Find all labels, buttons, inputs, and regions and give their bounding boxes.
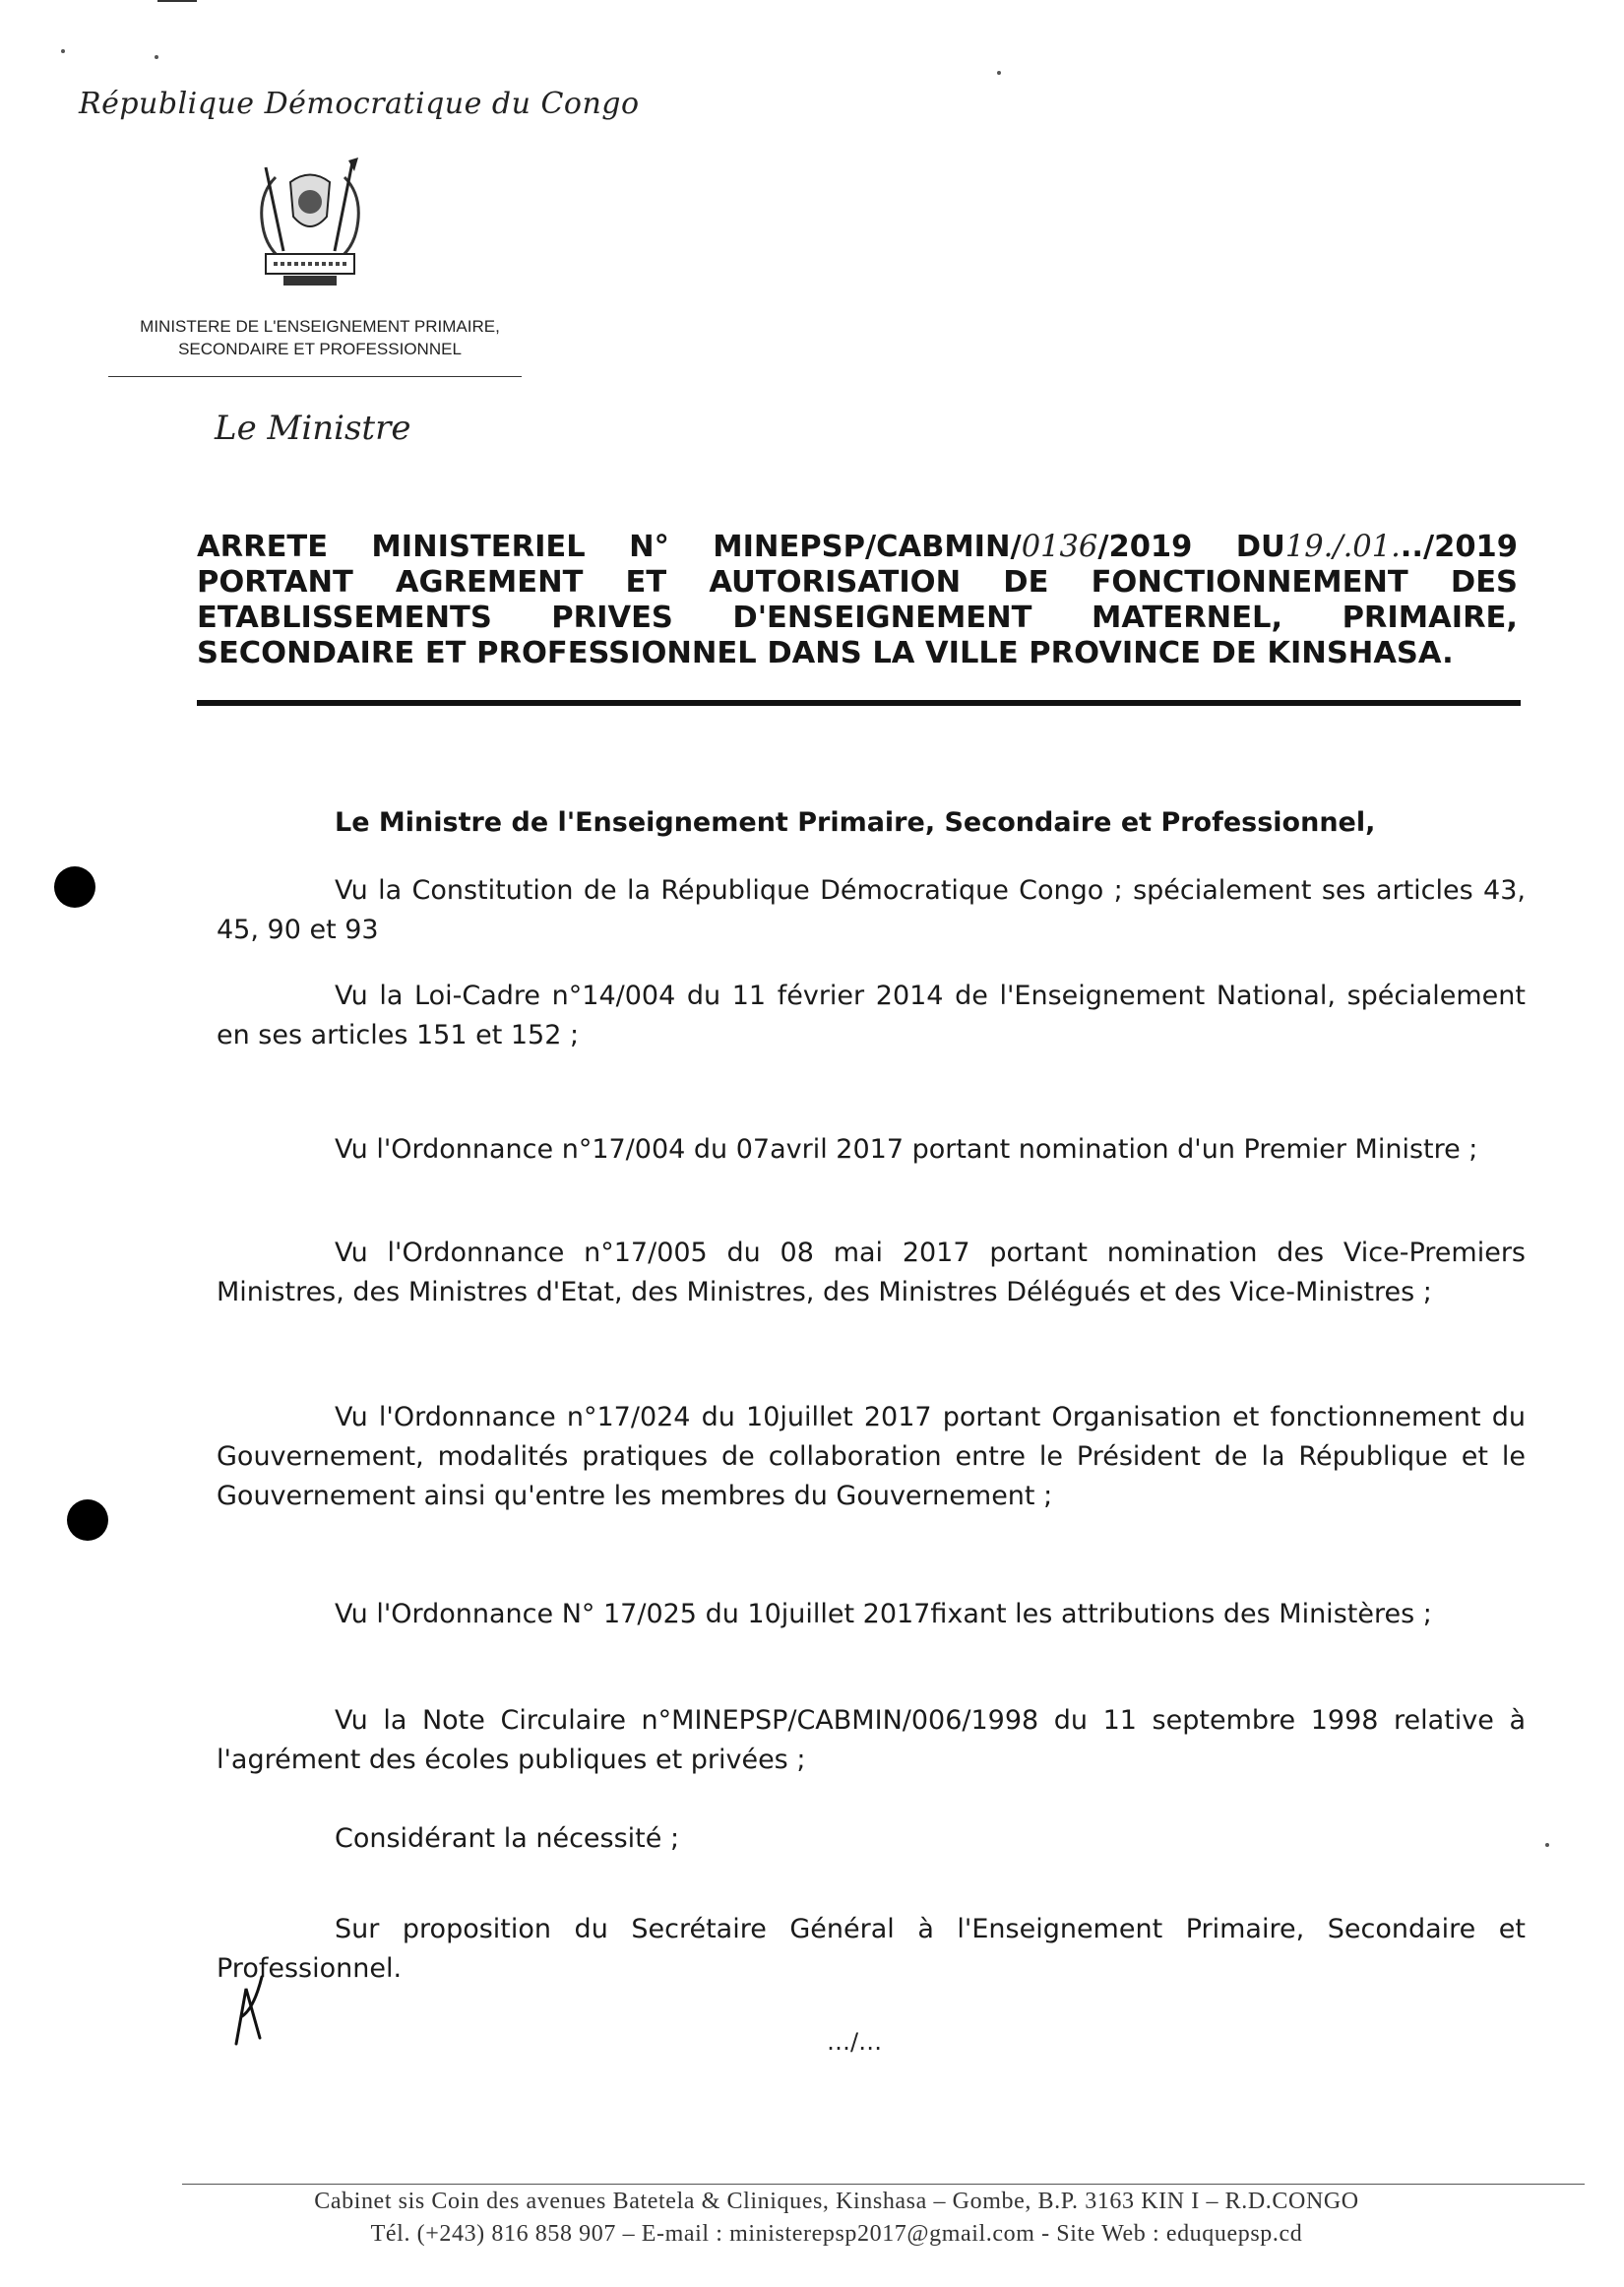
title-reference [713, 530, 1192, 565]
handwritten-initial [228, 1969, 268, 2048]
title-word: PORTANT [197, 565, 353, 600]
recital-text: Sur proposition du Secrétaire Général à l'Enseignement Primaire, Secondaire et Professionnel. [217, 1914, 1526, 1984]
title-line-3 [197, 601, 1518, 636]
recital-text: Vu l'Ordonnance n°17/004 du 07avril 2017 portant nomination d'un Premier Ministre ; [335, 1134, 1478, 1165]
minister-title: Le Ministre [215, 409, 411, 448]
scan-speck [61, 49, 65, 53]
title-word: PRIMAIRE, [1342, 601, 1518, 635]
recital-text: Vu l'Ordonnance n°17/005 du 08 mai 2017 portant nomination des Vice-Premiers Ministres, des Ministres d'Etat, des Ministres, des Ministres Délégués et des Vice-Ministres ; [217, 1238, 1526, 1307]
recital-paragraph [217, 1819, 1526, 1859]
title-underline [197, 700, 1521, 706]
title-date-prefix: DU [1235, 530, 1285, 564]
title-word: DES [1450, 565, 1518, 600]
title-line-4: SECONDAIRE ET PROFESSIONNEL DANS LA VILLE PROVINCE DE KINSHASA. [197, 636, 1454, 670]
recital-text: Considérant la nécessité ; [335, 1823, 680, 1854]
decree-date-handwritten: 19./.01. [1284, 530, 1401, 564]
title-word: PRIVES [551, 601, 673, 635]
title-word: ET [625, 565, 667, 600]
punch-hole [54, 866, 95, 908]
preamble: Le Ministre de l'Enseignement Primaire, Secondaire et Professionnel, [335, 807, 1376, 838]
title-date [1236, 530, 1518, 565]
recital-text: Vu la Constitution de la République Démocratique Congo ; spécialement ses articles 43, 45, 90 et 93 [217, 875, 1526, 945]
title-word: AUTORISATION [709, 565, 962, 600]
recital-paragraph [217, 1595, 1526, 1634]
title-word: MINISTERIEL [371, 530, 586, 564]
title-word: D'ENSEIGNEMENT [732, 601, 1032, 635]
title-word: MATERNEL, [1091, 601, 1283, 635]
recital-paragraph [217, 871, 1526, 950]
footer-address: Cabinet sis Coin des avenues Batetela & Cliniques, Kinshasa – Gombe, B.P. 3163 KIN I – R.D.CONGO [314, 2189, 1359, 2214]
decree-title [197, 530, 1518, 671]
recital-paragraph [217, 1234, 1526, 1312]
recital-text: Vu la Loi-Cadre n°14/004 du 11 février 2014 de l'Enseignement National, spécialement en ses articles 151 et 152 ; [217, 981, 1526, 1050]
recital-text: Vu l'Ordonnance n°17/024 du 10juillet 2017 portant Organisation et fonctionnement du Gouvernement, modalités pratiques de collaboration entre le Président de la République et le Gouvernement ainsi qu'entre les membres du Gouvernement ; [217, 1402, 1526, 1511]
title-line-2 [197, 565, 1518, 601]
ministry-name [89, 315, 551, 360]
title-line-1 [197, 530, 1518, 565]
title-reference-year: /2019 [1097, 530, 1193, 564]
title-word: ARRETE [197, 530, 329, 564]
scan-speck [1545, 1843, 1549, 1847]
footer-contact: Tél. (+243) 816 858 907 – E-mail : ministerepsp2017@gmail.com - Site Web : eduquepsp.cd [370, 2221, 1303, 2247]
recital-paragraph [217, 1130, 1526, 1170]
republic-name: République Démocratique du Congo [79, 87, 640, 121]
scan-mark [157, 0, 197, 2]
footer-divider [182, 2184, 1585, 2185]
coat-of-arms-emblem [236, 158, 384, 290]
recital-paragraph [217, 1701, 1526, 1780]
title-reference-prefix: MINEPSP/CABMIN/ [713, 530, 1022, 564]
scan-speck [155, 55, 158, 59]
header-divider [108, 376, 522, 377]
title-word: DE [1003, 565, 1049, 600]
title-word: ETABLISSEMENTS [197, 601, 492, 635]
ministry-line-1: MINISTERE DE L'ENSEIGNEMENT PRIMAIRE, [140, 317, 500, 336]
title-word: N° [629, 530, 669, 564]
ministry-line-2: SECONDAIRE ET PROFESSIONNEL [178, 340, 462, 358]
recital-paragraph [217, 1910, 1526, 1989]
punch-hole [67, 1499, 108, 1541]
decree-number-handwritten: 0136 [1021, 530, 1098, 564]
recital-paragraph [217, 977, 1526, 1055]
recital-paragraph [217, 1398, 1526, 1516]
title-date-year: ../2019 [1400, 530, 1518, 564]
recital-text: Vu l'Ordonnance N° 17/025 du 10juillet 2017fixant les attributions des Ministères ; [335, 1599, 1432, 1629]
continuation-mark: …/… [827, 2028, 883, 2056]
title-word: FONCTIONNEMENT [1091, 565, 1408, 600]
scan-speck [997, 71, 1001, 75]
recital-text: Vu la Note Circulaire n°MINEPSP/CABMIN/006/1998 du 11 septembre 1998 relative à l'agrément des écoles publiques et privées ; [217, 1705, 1526, 1775]
title-word: AGREMENT [395, 565, 584, 600]
